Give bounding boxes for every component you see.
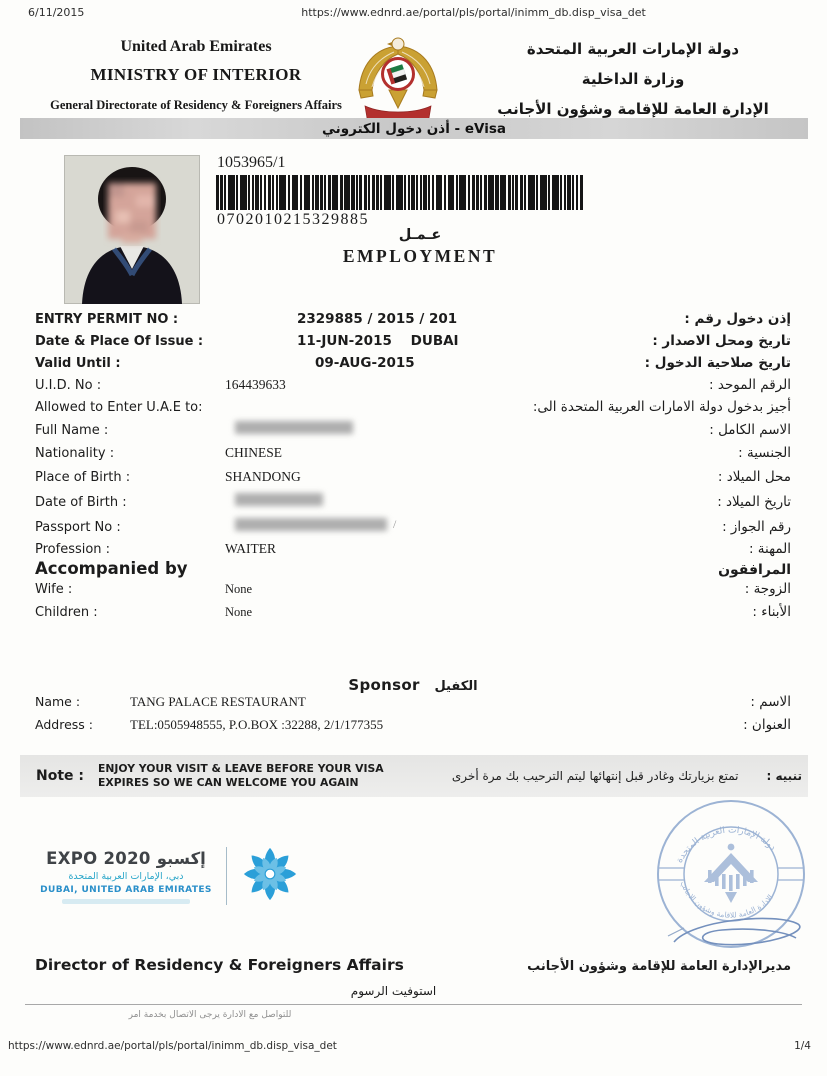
sponsor-title: Sponsor [348, 676, 420, 694]
print-url: https://www.ednrd.ae/portal/pls/portal/inimm_db.disp_visa_det [301, 6, 646, 19]
fees-collected-ar: استوفيت الرسوم [350, 984, 437, 998]
accompanied-section [35, 559, 791, 624]
sponsor-name-row [35, 694, 791, 717]
letterhead-arabic [465, 34, 801, 124]
wife-row [35, 581, 791, 601]
ministry-name-ar: وزارة الداخلية [581, 70, 685, 88]
uid-value: 164439633 [225, 377, 286, 392]
sponsor-address-label-ar: العنوان : [743, 717, 791, 733]
redacted-passport-no [235, 518, 387, 531]
note-label: Note : [36, 768, 84, 784]
wife-label: Wife : [35, 582, 73, 597]
sponsor-section [35, 676, 791, 740]
field-row-issue [35, 333, 791, 355]
issue-label: Date & Place Of Issue : [35, 334, 204, 349]
nationality-label-ar: الجنسية : [738, 445, 791, 461]
expo-divider [226, 847, 227, 905]
expo-subtitle-ar: دبي، الإمارات العربية المتحدة [68, 870, 184, 882]
children-label: Children : [35, 605, 98, 620]
uid-label: U.I.D. No : [35, 378, 102, 393]
entry-permit-value: 2329885 / 2015 / 201 [297, 311, 458, 327]
issue-value: 11-JUN-2015 DUBAI [297, 333, 459, 349]
entry-permit-label-ar: إذن دخول رقم : [684, 311, 791, 327]
expo-subtitle-en: DUBAI, UNITED ARAB EMIRATES [40, 884, 212, 895]
sponsor-name-label-ar: الاسم : [750, 694, 791, 710]
sponsor-address-value: TEL:0505948555, P.O.BOX :32288, 2/1/177355 [130, 717, 384, 732]
ministry-name: MINISTRY OF INTERIOR [90, 65, 302, 84]
scan-mark: / [393, 517, 397, 531]
letterhead-english [28, 38, 364, 113]
place-of-birth-label: Place of Birth : [35, 470, 131, 485]
evisa-title-bar [20, 118, 808, 139]
issue-label-ar: تاريخ ومحل الاصدار : [652, 333, 791, 349]
bottom-divider [25, 1004, 802, 1005]
expo-rosette-icon [241, 845, 299, 907]
barcode-number: 0702010215329885 [217, 211, 369, 228]
field-row-valid-until [35, 355, 791, 377]
file-number: 1053965/1 [217, 154, 286, 171]
uae-falcon-emblem-icon [352, 32, 444, 124]
date-of-birth-label-ar: تاريخ الميلاد : [717, 494, 791, 510]
sponsor-address-label: Address : [35, 717, 93, 732]
allowed-label: Allowed to Enter U.A.E to: [35, 400, 203, 415]
contact-note-ar: للتواصل مع الادارة يرجى الاتصال بخدمة امر [128, 1010, 292, 1020]
profession-label: Profession : [35, 542, 111, 557]
wife-label-ar: الزوجة : [744, 581, 791, 597]
director-title-en: Director of Residency & Foreigners Affairs [35, 956, 404, 974]
children-row [35, 604, 791, 624]
valid-until-label-ar: تاريخ صلاحية الدخول : [644, 355, 791, 371]
note-text: ENJOY YOUR VISIT & LEAVE BEFORE YOUR VISA EXPIRES SO WE CAN WELCOME YOU AGAIN [98, 761, 384, 789]
director-line [35, 956, 791, 974]
directorate-name: General Directorate of Residency & Foreigners Affairs [50, 98, 342, 112]
field-row-nationality [35, 445, 791, 469]
visa-fields [35, 311, 791, 565]
sponsor-name-value: TANG PALACE RESTAURANT [130, 694, 306, 709]
note-label-ar: تنبيه : [766, 769, 802, 783]
nationality-value: CHINESE [225, 445, 282, 460]
entry-permit-label: ENTRY PERMIT NO : [35, 312, 179, 327]
sponsor-name-label: Name : [35, 694, 81, 709]
field-row-uid [35, 377, 791, 399]
wife-value: None [225, 582, 253, 596]
profession-value: WAITER [225, 541, 276, 556]
country-name-ar: دولة الإمارات العربية المتحدة [526, 40, 740, 58]
visa-type-arabic: عـمـل [398, 227, 442, 243]
note-text-ar: تمتع بزيارتك وغادر قبل إنتهائها ليتم الترحيب بك مرة أخرى [451, 769, 739, 783]
field-row-entry-permit [35, 311, 791, 333]
place-of-birth-label-ar: محل الميلاد : [717, 469, 791, 485]
field-row-passport [35, 517, 791, 541]
children-value: None [225, 605, 253, 619]
valid-until-label: Valid Until : [35, 356, 121, 371]
full-name-label-ar: الاسم الكامل : [709, 422, 791, 438]
country-name: United Arab Emirates [120, 38, 272, 55]
field-row-place-of-birth [35, 469, 791, 493]
svg-text:دولة الإمارات العربية المتحدة: دولة الإمارات العربية المتحدة [674, 825, 778, 865]
passport-label: Passport No : [35, 520, 121, 535]
uid-label-ar: الرقم الموحد : [709, 377, 791, 393]
svg-text:الادارة العامة للاقامة وشؤون ا: الادارة العامة للاقامة وشؤون الاجانب [678, 879, 775, 920]
expo-2020-logo [40, 845, 299, 907]
passport-label-ar: رقم الجواز : [722, 519, 791, 535]
print-date: 6/11/2015 [28, 6, 85, 19]
director-title-ar: مديرالإدارة العامة للإقامة وشؤون الأجانب [527, 959, 791, 974]
sponsor-title-ar: الكفيل [434, 679, 478, 694]
barcode [216, 175, 583, 210]
date-of-birth-label: Date of Birth : [35, 495, 127, 510]
profession-label-ar: المهنة : [748, 541, 791, 557]
expo-title: EXPO 2020 إكسبو [46, 848, 206, 868]
footer-url: https://www.ednrd.ae/portal/pls/portal/inimm_db.disp_visa_det [8, 1040, 337, 1052]
page-number: 1/4 [794, 1040, 811, 1052]
field-row-allowed-to-enter [35, 399, 791, 421]
expo-faint-line [62, 899, 190, 904]
evisa-title-text: أذن دخول الكتروني - eVisa [321, 120, 507, 137]
sponsor-address-row [35, 717, 791, 740]
valid-until-value: 09-AUG-2015 [315, 355, 415, 371]
redacted-full-name [235, 421, 353, 434]
redacted-date-of-birth [235, 493, 323, 506]
children-label-ar: الأبناء : [752, 604, 791, 620]
full-name-label: Full Name : [35, 423, 109, 438]
nationality-label: Nationality : [35, 446, 115, 461]
allowed-label-ar: أجيز بدخول دولة الامارات العربية المتحدة الى: [532, 399, 791, 415]
directorate-name-ar: الإدارة العامة للإقامة وشؤون الأجانب [497, 100, 769, 118]
applicant-photo [64, 155, 200, 304]
accompanied-title: Accompanied by [35, 559, 188, 578]
field-row-date-of-birth [35, 493, 791, 517]
field-row-full-name [35, 421, 791, 445]
visa-type-english: EMPLOYMENT [342, 246, 498, 266]
place-of-birth-value: SHANDONG [225, 469, 301, 484]
accompanied-title-ar: المرافقون [718, 562, 791, 578]
